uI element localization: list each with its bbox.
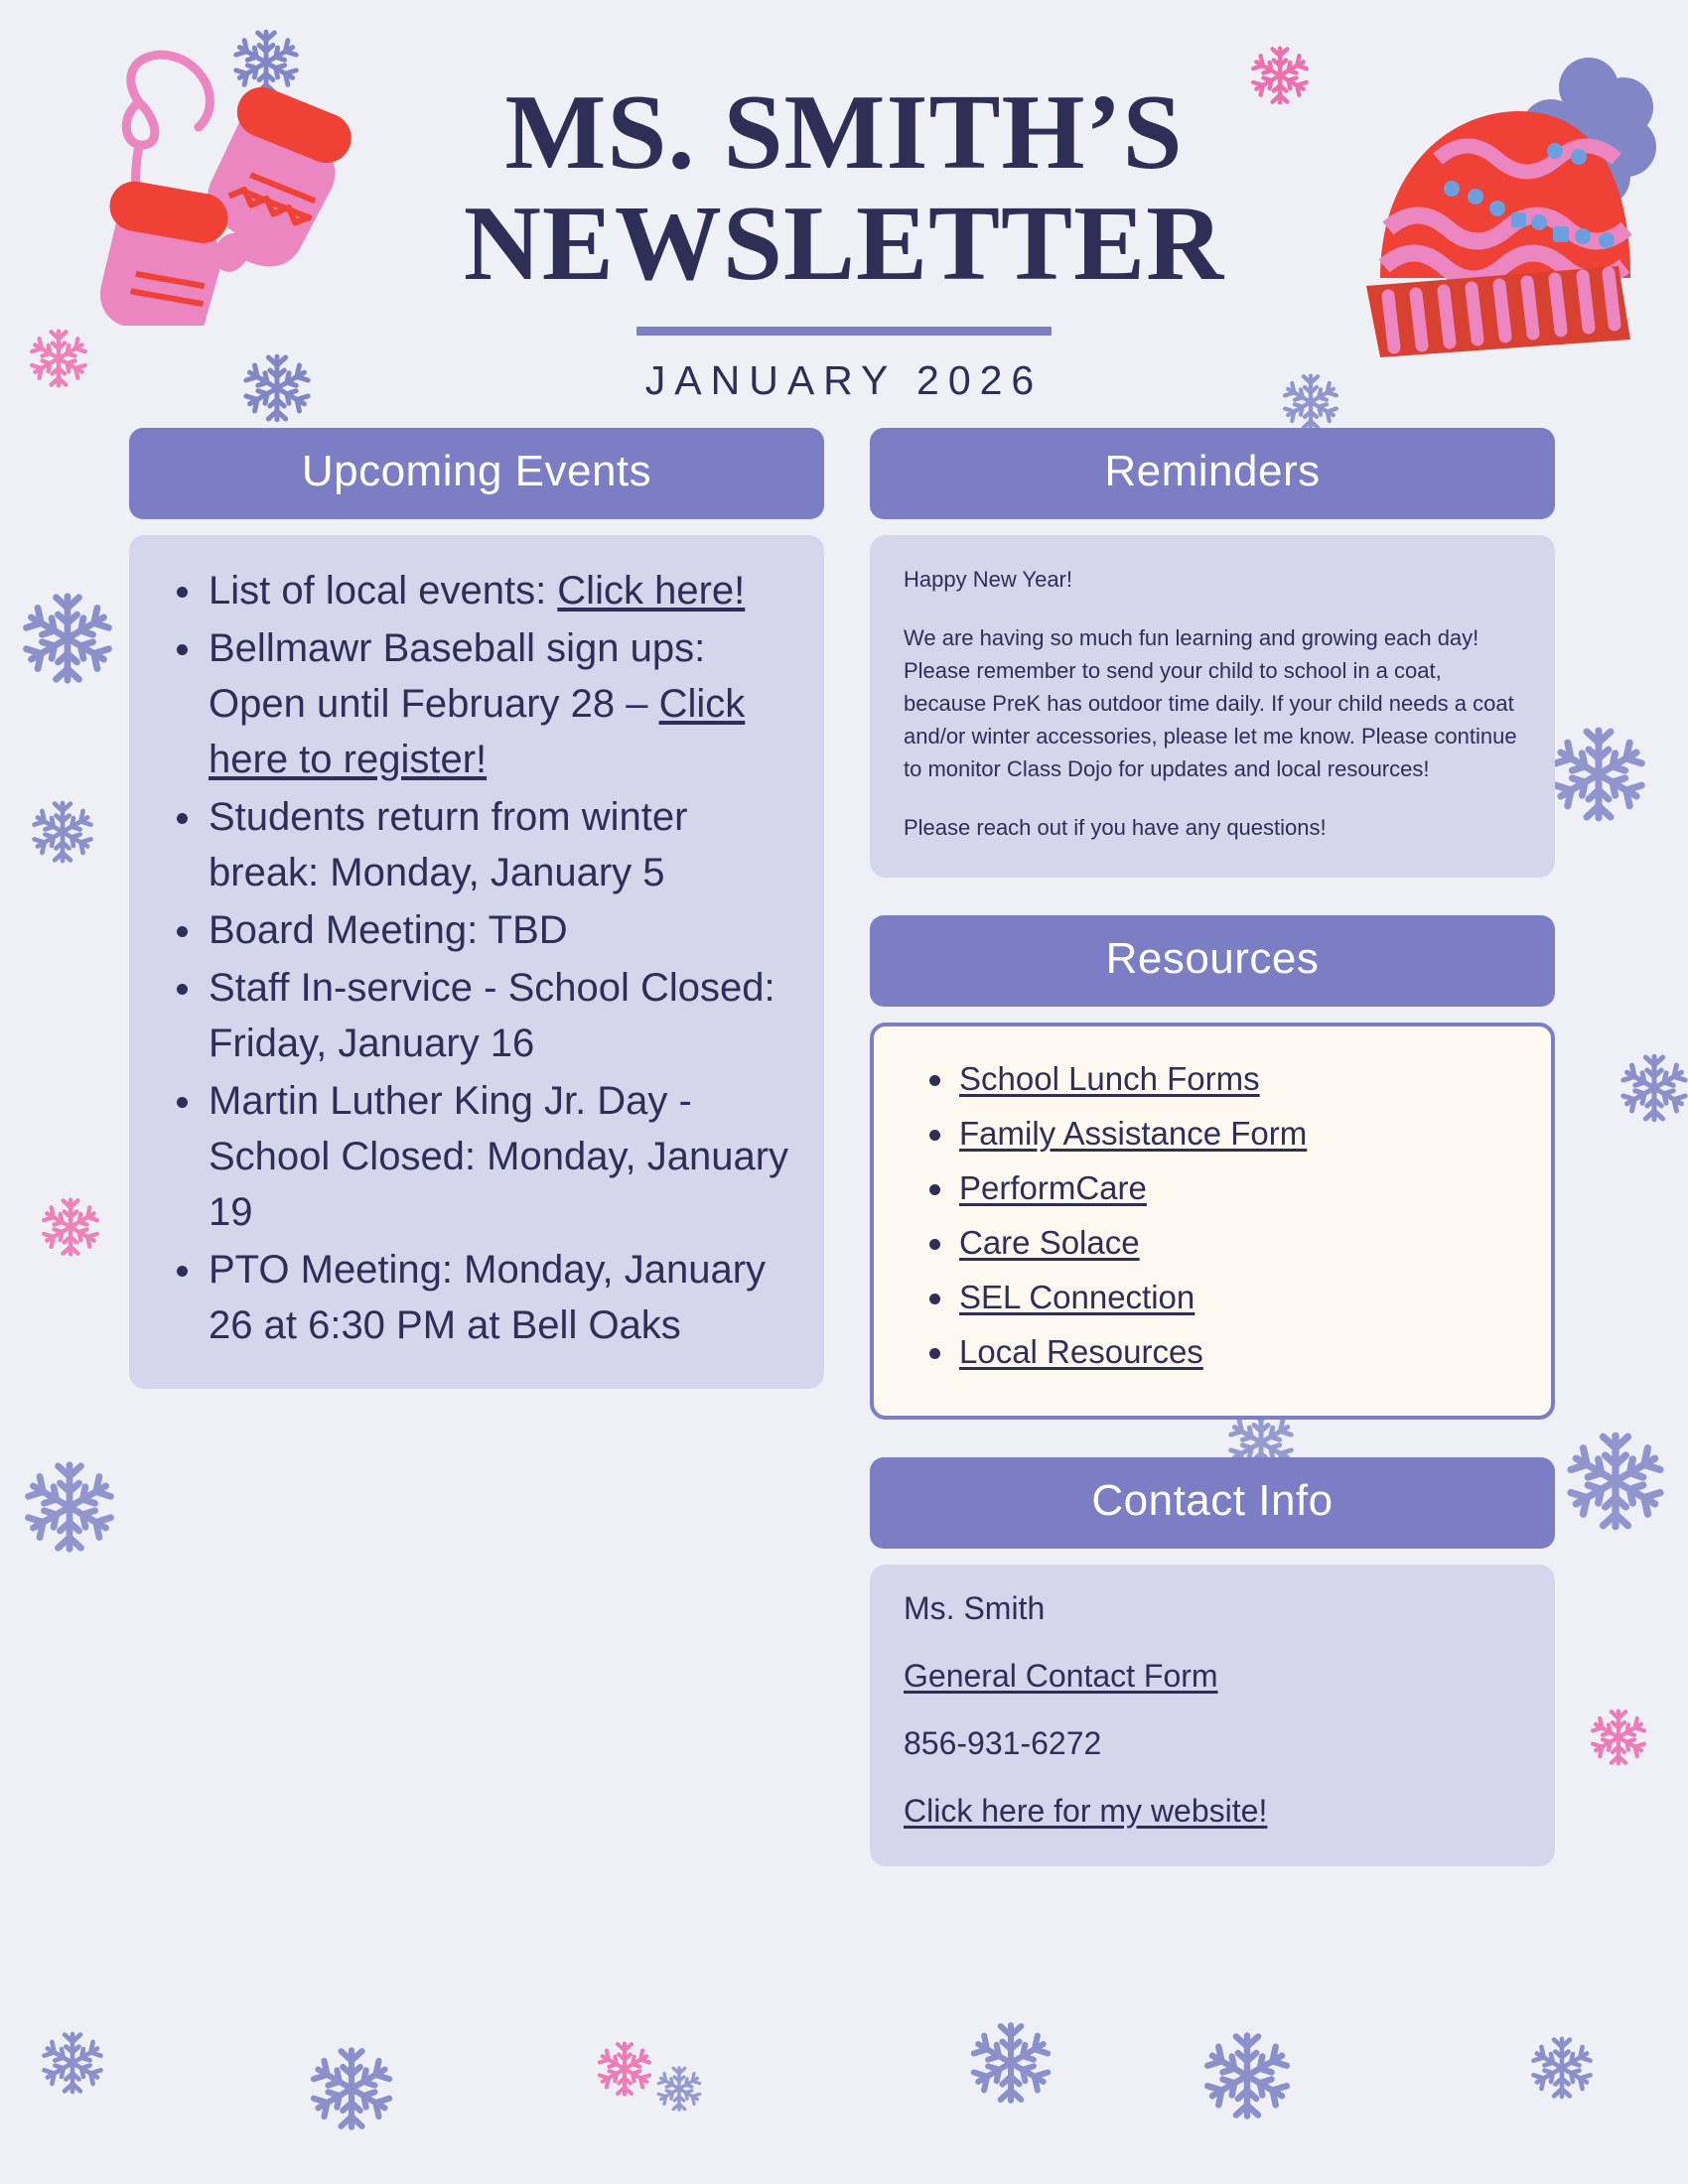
snowflake-icon [22,1459,117,1559]
event-text: Martin Luther King Jr. Day - School Closed: Monday, January 19 [209,1078,789,1234]
resource-item [959,1168,1517,1206]
resources-list [908,1059,1517,1370]
resource-item [959,1332,1517,1370]
resource-link[interactable]: PerformCare [959,1168,1147,1206]
resource-item [959,1059,1517,1097]
section-header-reminders: Reminders [870,428,1555,519]
resource-link[interactable]: School Lunch Forms [959,1059,1260,1097]
snowflake-icon [968,2020,1054,2110]
page-title-line-2: NEWSLETTER [463,185,1225,304]
snowflake-icon [1549,725,1648,828]
event-text: PTO Meeting: Monday, January 26 at 6:30 PM at Bell Oaks [209,1247,767,1347]
snowflake-icon [308,2045,395,2136]
upcoming-event-item [209,1242,790,1353]
upcoming-event-item [209,1073,790,1240]
contact-link[interactable]: General Contact Form [904,1657,1218,1694]
upcoming-event-item [209,789,790,900]
snowflake-icon [40,2030,105,2100]
contact-text: 856-931-6272 [904,1724,1102,1761]
contact-text: Ms. Smith [904,1589,1046,1626]
upcoming-events-list [163,563,790,1353]
section-header-contact-info: Contact Info [870,1457,1555,1549]
newsletter-header [0,0,1688,404]
snowflake-icon [655,2065,703,2116]
contact-text-row [904,1589,1521,1626]
event-text: Bellmawr Baseball sign ups: Open until February 28 – [209,625,706,726]
left-column [129,428,824,1389]
resources-panel [870,1023,1555,1420]
upcoming-event-item [209,960,790,1071]
snowflake-icon [596,2040,653,2102]
section-header-resources: Resources [870,915,1555,1007]
right-column [870,428,1555,1866]
upcoming-event-item [209,563,790,618]
resource-link[interactable]: SEL Connection [959,1278,1196,1315]
resource-link[interactable]: Family Assistance Form [959,1114,1308,1152]
resource-item [959,1223,1517,1261]
upcoming-events-panel [129,535,824,1389]
reminder-paragraph: We are having so much fun learning and growing each day! Please remember to send your child to school in a coat, because PreK has outdoor time daily. If your child needs a coat and/or winter accessories, please let me know. Please continue to monitor Class Dojo for updates and local resources! [904,624,1517,781]
snowflake-icon [1589,1707,1648,1771]
resource-item [959,1278,1517,1315]
issue-date: JANUARY 2026 [644,356,1044,403]
event-link[interactable]: Click here to register! [209,681,746,781]
reminder-paragraph: Please reach out if you have any questions! [904,814,1327,840]
contact-link-row [904,1792,1521,1829]
snowflake-icon [30,799,95,869]
page-title [348,73,1340,304]
section-header-upcoming-events: Upcoming Events [129,428,824,519]
snowflake-icon [1564,1430,1667,1537]
event-text: List of local events: [209,568,558,613]
event-text: Staff In-service - School Closed: Friday, January 16 [209,965,775,1065]
event-text: Board Meeting: TBD [209,907,568,952]
snowflake-icon [20,591,115,690]
snowflake-icon [1201,2030,1293,2125]
title-divider [636,327,1052,336]
contact-link-row [904,1657,1521,1694]
reminder-paragraph: Happy New Year! [904,566,1072,592]
upcoming-event-item [209,620,790,787]
upcoming-event-item [209,902,790,958]
resource-link[interactable]: Care Solace [959,1223,1140,1261]
reminders-panel [870,535,1555,878]
contact-text-row [904,1724,1521,1761]
contact-link[interactable]: Click here for my website! [904,1792,1268,1829]
newsletter-body [129,428,1559,1866]
event-text: Students return from winter break: Monday, January 5 [209,794,688,894]
snowflake-icon [1529,2035,1595,2105]
resource-item [959,1114,1517,1152]
contact-info-panel [870,1565,1555,1866]
event-link[interactable]: Click here! [557,568,746,613]
snowflake-icon [40,1196,101,1262]
resource-link[interactable]: Local Resources [959,1332,1203,1370]
page-title-line-1: MS. SMITH’S [504,73,1184,192]
snowflake-icon [1618,1052,1688,1128]
